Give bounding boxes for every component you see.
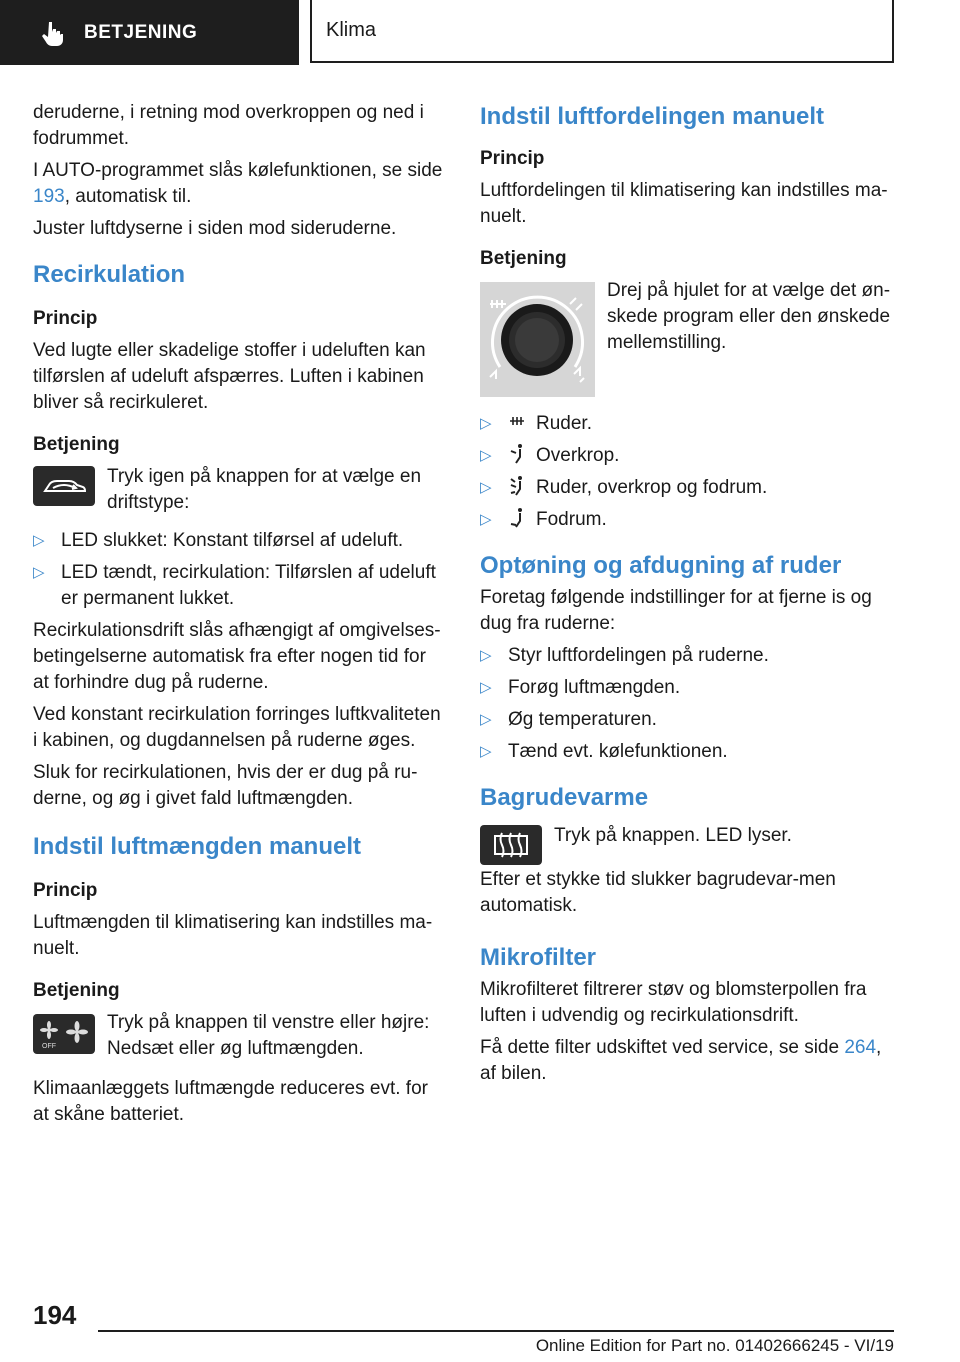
paragraph [33,158,445,210]
list-item-text: Overkrop. [536,445,620,466]
list-item [33,560,445,612]
paragraph: Recirkulationsdrift slås afhængigt af omgivelses-betingelserne automatisk fra efter nogen tid for at forhindre dug på ruderne. [33,620,441,693]
paragraph: Luftfordelingen til klimatisering kan indstilles ma-nuelt. [480,180,888,227]
heading-defrost: Optøning og afdugning af ruder [480,552,842,579]
list-item [480,411,892,437]
footer-divider [98,1330,894,1332]
list-item-text: Fodrum. [536,509,607,530]
paragraph: deruderne, i retning mod overkroppen og ned i fodrummet. [33,102,424,149]
triangle-icon: ▷ [480,447,492,464]
page-number: 194 [33,1300,77,1330]
list-item-text: Øg temperaturen. [508,709,657,730]
list-item [480,443,892,469]
subheading-princip: Princip [480,148,545,169]
text: Få dette filter udskiftet ved service, se side [480,1037,845,1058]
hand-pointer-icon [40,20,66,46]
paragraph: Drej på hjulet for at vælge det øn-skede program eller den ønskede mellemstilling. [607,280,891,353]
list-item-text: LED tændt, recirkulation: Tilførslen af udeluft er permanent lukket. [61,562,436,609]
air-volume-control [33,1010,445,1062]
subheading-betjening: Betjening [33,980,120,1001]
fan-button-icon [33,1014,95,1054]
list-item [480,507,892,533]
list-item [33,528,445,554]
subheading-betjening: Betjening [480,248,567,269]
text: , automatisk til. [64,186,192,207]
heading-recirculation: Recirkulation [33,261,186,288]
triangle-icon: ▷ [480,479,492,496]
recirculation-button-icon [33,466,95,506]
list-item [480,675,892,701]
list-item [480,707,892,733]
all-zones-icon [508,475,526,497]
triangle-icon: ▷ [480,711,492,728]
list-item [480,475,892,501]
list-item [480,643,892,669]
windscreen-icon [508,411,526,433]
list-item-text: Ruder. [536,413,592,434]
paragraph: Klimaanlæggets luftmængde reduceres evt. for at skåne batteriet. [33,1078,428,1125]
paragraph: Ved konstant recirkulation forringes luftkvaliteten i kabinen, og dugdannelsen på ruderne øges. [33,704,441,751]
triangle-icon: ▷ [480,415,492,432]
paragraph: Efter et stykke tid slukker bagrudevar-men automatisk. [480,869,836,916]
recirc-list [33,528,445,612]
triangle-icon: ▷ [33,532,45,549]
recirc-control [33,464,445,516]
chapter-box [310,0,894,63]
list-item-text: Styr luftfordelingen på ruderne. [508,645,769,666]
paragraph: Foretag følgende indstillinger for at fjerne is og dug fra ruderne: [480,587,872,634]
rear-window-control [480,823,892,865]
page-link-264[interactable]: 264 [844,1037,877,1058]
subheading-princip: Princip [33,880,98,901]
distribution-control [480,278,892,397]
paragraph: Juster luftdyserne i siden mod sideruderne. [33,218,397,239]
off-label: OFF [42,1043,56,1050]
text: I AUTO-programmet slås kølefunktionen, se side [33,160,443,181]
paragraph: Ved lugte eller skadelige stoffer i udeluften kan tilførslen af udeluft afspærres. Luften i kabinen bliver så recirkuleret. [33,340,426,413]
triangle-icon: ▷ [480,743,492,760]
paragraph: Tryk igen på knappen for at vælge en driftstype: [107,466,422,513]
triangle-icon: ▷ [480,647,492,664]
text-block [554,823,792,855]
paragraph: Luftmængden til klimatisering kan indstilles ma-nuelt. [33,912,433,959]
subheading-princip: Princip [33,308,98,329]
list-item-text: Ruder, overkrop og fodrum. [536,477,768,498]
distribution-list [480,411,892,533]
left-column [33,100,445,1134]
triangle-icon: ▷ [33,564,45,581]
upper-body-icon [508,443,526,465]
paragraph: Mikrofilteret filtrerer støv og blomsterpollen fra luften i udvendig og recirkulationsdrift. [480,979,867,1026]
heading-rear-window-heating: Bagrudevarme [480,784,649,811]
list-item [480,739,892,765]
triangle-icon: ▷ [480,511,492,528]
list-item-text: LED slukket: Konstant tilførsel af udeluft. [61,530,404,551]
heading-air-distribution: Indstil luftfordelingen manuelt [480,103,824,130]
list-item-text: Tænd evt. kølefunktionen. [508,741,728,762]
section-title: BETJENING [84,21,198,43]
paragraph: Tryk på knappen. LED lyser. [554,825,792,846]
air-distribution-dial-icon [480,282,595,397]
paragraph [480,1035,892,1087]
page-link-193[interactable]: 193 [33,186,65,207]
triangle-icon: ▷ [480,679,492,696]
text: , af bilen. [480,1037,882,1084]
subheading-betjening: Betjening [33,434,120,455]
section-tab [0,0,299,65]
paragraph: Sluk for recirkulationen, hvis der er dug på ru-derne, og øg i givet fald luftmængden. [33,762,418,809]
rear-defrost-button-icon [480,825,542,865]
edition-text: Online Edition for Part no. 01402666245 - VI/19 [535,1336,894,1355]
heading-microfilter: Mikrofilter [480,944,597,971]
footwell-icon [508,507,526,529]
right-column [480,100,892,1093]
heading-air-volume: Indstil luftmængden manuelt [33,833,361,860]
paragraph: Tryk på knappen til venstre eller højre: Nedsæt eller øg luftmængden. [107,1012,430,1059]
chapter-title: Klima [326,19,377,41]
defrost-list [480,643,892,765]
list-item-text: Forøg luftmængden. [508,677,681,698]
